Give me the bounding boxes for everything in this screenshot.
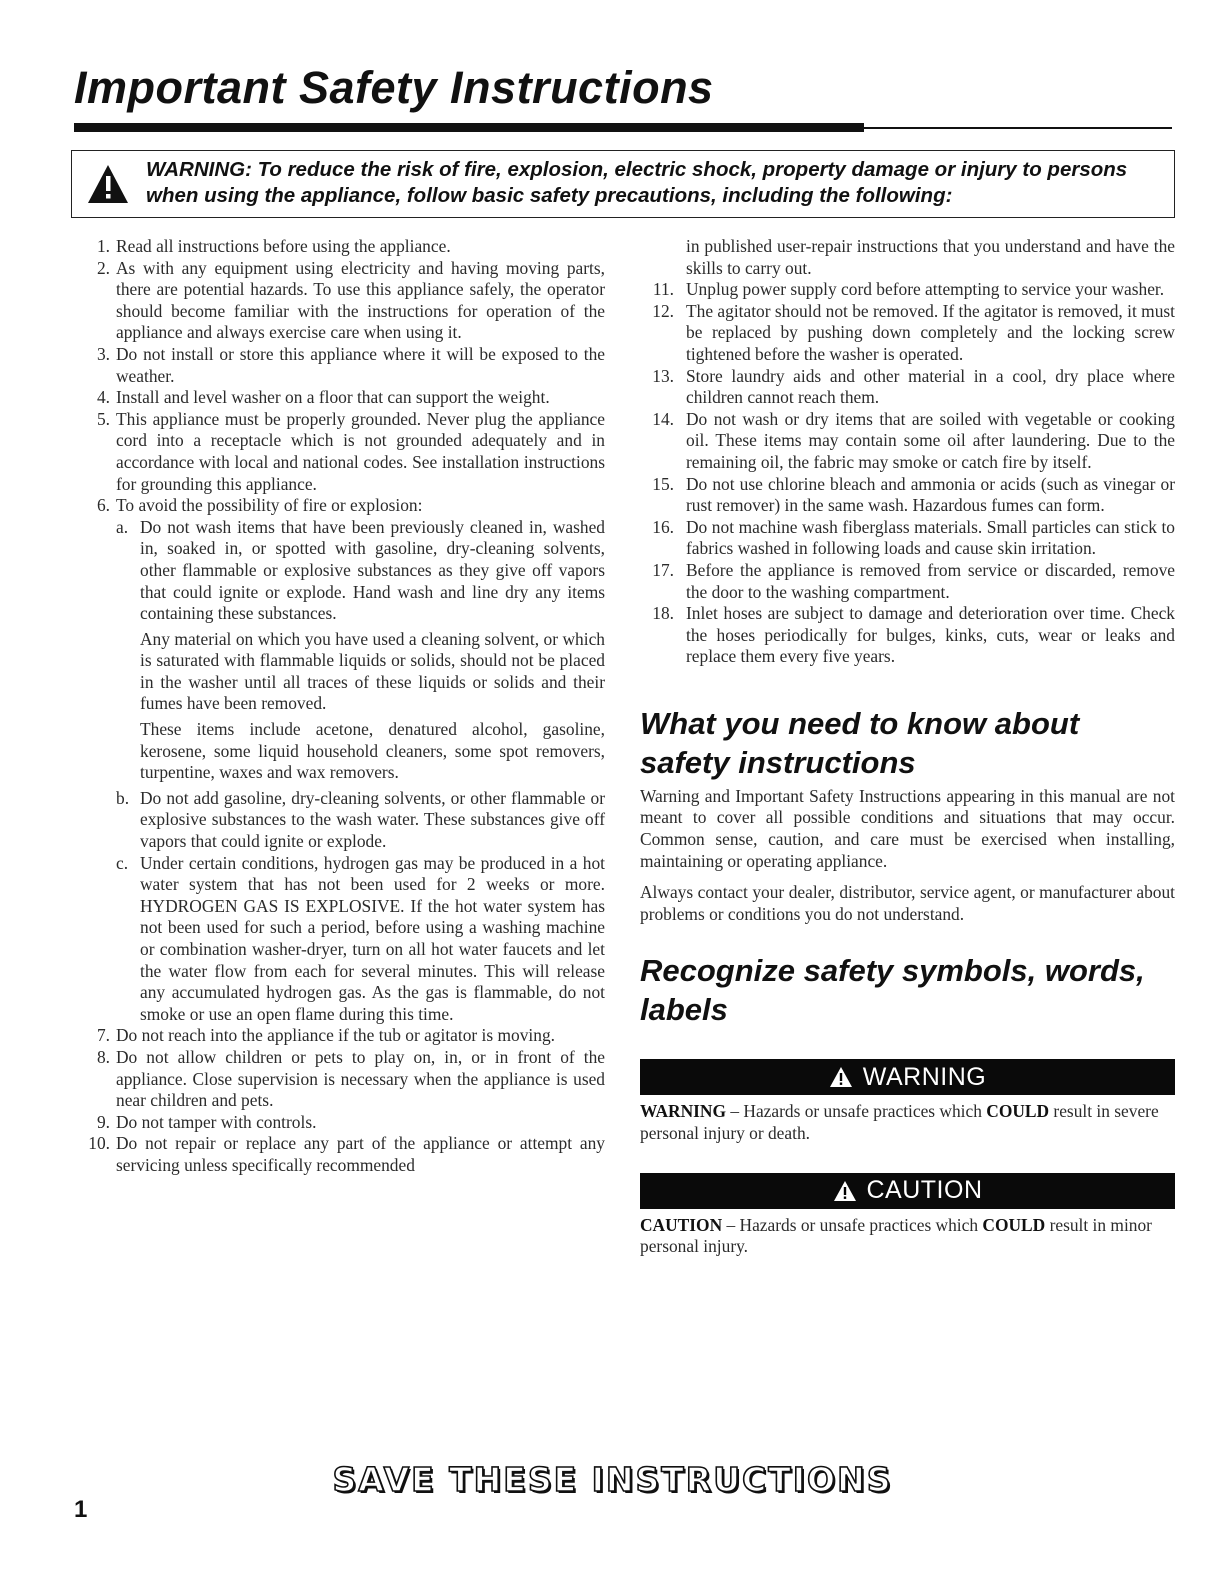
list-item (80, 409, 605, 495)
section-paragraph: Always contact your dealer, distributor, service agent, or manufacturer about problems or conditions you do not understand. (640, 882, 1175, 924)
item-number: 18. (652, 603, 674, 624)
sub-item-label: a. (116, 516, 129, 537)
list-item (80, 1133, 605, 1176)
emphasis-word: COULD (986, 1101, 1050, 1122)
section-paragraph: Warning and Important Safety Instructions appearing in this manual are not meant to cover all possible conditions and situations that may occur. Common sense, caution, and care must be exercised when installing, maintaining or operating appliance. (640, 785, 1175, 871)
item-text: Store laundry aids and other material in a cool, dry place where children cannot reach them. (686, 365, 1175, 408)
item-text: Do not tamper with controls. (116, 1111, 317, 1132)
sub-item-label: b. (116, 787, 130, 808)
caution-triangle-icon (833, 1180, 857, 1202)
item-number: 3. (96, 343, 110, 364)
caution-label (640, 1173, 1175, 1209)
list-item (640, 279, 1175, 301)
definition-text: result in severe personal injury or death. (640, 1101, 1159, 1144)
item-number: 9. (96, 1111, 110, 1132)
definition-text: – Hazards or unsafe practices which (726, 1101, 987, 1122)
left-column (80, 236, 605, 1177)
title-rule (74, 123, 864, 132)
list-item (80, 258, 605, 344)
item-text: Do not reach into the appliance if the tub or agitator is moving. (116, 1025, 555, 1046)
list-item (80, 387, 605, 409)
section-heading: What you need to know about safety instructions (640, 705, 1080, 780)
caution-label-text: CAUTION (866, 1175, 983, 1204)
warning-label-text: WARNING (862, 1062, 987, 1091)
item-text: Read all instructions before using the appliance. (116, 236, 451, 256)
list-item-continuation: in published user-repair instructions that you understand and have the skills to carry out. (686, 236, 1175, 278)
list-item (80, 1025, 605, 1047)
warning-definition (640, 1101, 1175, 1144)
item-text: Install and level washer on a floor that can support the weight. (116, 387, 550, 408)
caution-definition (640, 1215, 1175, 1258)
sub-item-c (80, 853, 605, 1026)
list-item (80, 1112, 605, 1134)
sub-item-text: Do not wash items that have been previously cleaned in, washed in, soaked in, or spotted with gasoline, dry-cleaning solvents, other flammable or explosive substances as they give off vapors that could ignite or explode. Hand wash and line dry any items containing these substances. (140, 516, 605, 624)
item-number: 2. (96, 257, 110, 278)
item-number: 17. (652, 559, 674, 580)
page-title: Important Safety Instructions (74, 62, 714, 113)
item-number: 1. (96, 236, 110, 256)
list-item (640, 409, 1175, 474)
sub-item-b (80, 788, 605, 853)
list-item (640, 301, 1175, 366)
caution-term: CAUTION (640, 1214, 723, 1235)
list-item (640, 366, 1175, 409)
item-number: 11. (652, 279, 674, 300)
item-text: Do not use chlorine bleach and ammonia or acids (such as vinegar or rust remover) in the same wash. Hazardous fumes can form. (686, 473, 1175, 516)
warning-triangle-icon (86, 163, 130, 205)
item-text: Do not allow children or pets to play on, in, or in front of the appliance. Close supervision is necessary when the appliance is used near children and pets. (116, 1046, 605, 1111)
sub-item-a-paragraph: Any material on which you have used a cleaning solvent, or which is saturated with flammable liquids or solids, should not be placed in the washer until all traces of these liquids or solids and their fumes have been removed. (140, 628, 605, 714)
item-text: As with any equipment using electricity and having moving parts, there are potential hazards. To use this appliance safely, the operator should become familiar with the instructions for operation of the appliance and always exercise care when using it. (116, 257, 605, 343)
sub-item-label: c. (116, 852, 129, 873)
item-text: The agitator should not be removed. If the agitator is removed, it must be replaced by pushing down completely and the locking screw tightened before the washer is operated. (686, 300, 1175, 364)
page-number: 1 (74, 1496, 88, 1523)
sub-item-a-paragraph: These items include acetone, denatured alcohol, gasoline, kerosene, some liquid household cleaners, some spot removers, turpentine, waxes and wax removers. (140, 719, 605, 783)
definition-text: result in minor personal injury. (640, 1214, 1152, 1257)
item-text: Do not install or store this appliance where it will be exposed to the weather. (116, 343, 605, 386)
section-heading: Recognize safety symbols, words, labels (640, 953, 1145, 1028)
warning-label (640, 1059, 1175, 1095)
right-column (640, 236, 1175, 1258)
item-number: 14. (652, 408, 674, 429)
sub-item-text: Do not add gasoline, dry-cleaning solvents, or other flammable or explosive substances to the wash water. These substances give off vapors that could ignite or explode. (140, 787, 605, 852)
item-number: 16. (652, 516, 674, 537)
warning-text: WARNING: To reduce the risk of fire, explosion, electric shock, property damage or injury to persons when using the appliance, follow basic safety precautions, including the following: (146, 158, 1128, 207)
warning-term: WARNING (640, 1101, 726, 1122)
list-item (80, 236, 605, 258)
list-item (80, 495, 605, 517)
list-item (640, 474, 1175, 517)
item-number: 4. (96, 387, 110, 408)
item-text: Unplug power supply cord before attempting to service your washer. (686, 279, 1165, 300)
item-number: 6. (96, 495, 110, 516)
definition-text: – Hazards or unsafe practices which (722, 1214, 983, 1235)
sub-item-text: Under certain conditions, hydrogen gas may be produced in a hot water system that has not been used for 2 weeks or more. HYDROGEN GAS IS EXPLOSIVE. If the hot water system has not been used for such a period, before using a washing machine or combination washer-dryer, turn on all hot water faucets and let the water flow from each for several minutes. This will release any accumulated hydrogen gas. As the gas is flammable, do not smoke or use an open flame during this time. (140, 852, 605, 1024)
sub-item-a (80, 517, 605, 625)
item-number: 8. (96, 1046, 110, 1067)
item-text: Do not repair or replace any part of the appliance or attempt any servicing unless specifically recommended (116, 1133, 605, 1175)
warning-triangle-icon (829, 1066, 853, 1088)
save-instructions-banner: SAVE THESE INSTRUCTIONS (332, 1460, 893, 1499)
warning-box (71, 150, 1175, 218)
list-item (640, 603, 1175, 668)
item-text: Inlet hoses are subject to damage and deterioration over time. Check the hoses periodically for bulges, kinks, cuts, wear or leaks and replace them every five years. (686, 603, 1175, 667)
item-number: 12. (652, 300, 674, 321)
list-item (80, 344, 605, 387)
item-number: 5. (96, 408, 110, 429)
list-item (640, 517, 1175, 560)
list-item (640, 560, 1175, 603)
item-text: Do not machine wash fiberglass materials. Small particles can stick to fabrics washed in following loads and cause skin irritation. (686, 516, 1175, 559)
item-text: This appliance must be properly grounded. Never plug the appliance cord into a receptacle which is not grounded adequately and in accordance with local and national codes. See installation instructions for grounding this appliance. (116, 408, 605, 494)
item-text: Do not wash or dry items that are soiled with vegetable or cooking oil. These items may contain some oil after laundering. Due to the remaining oil, the fabric may smoke or catch fire by itself. (686, 408, 1175, 472)
item-number: 15. (652, 473, 674, 494)
item-number: 10. (88, 1133, 110, 1154)
emphasis-word: COULD (982, 1214, 1046, 1235)
title-rule-thin (864, 127, 1172, 129)
item-number: 13. (652, 365, 674, 386)
item-text: To avoid the possibility of fire or explosion: (116, 495, 423, 516)
item-number: 7. (96, 1025, 110, 1046)
item-text: Before the appliance is removed from service or discarded, remove the door to the washing compartment. (686, 559, 1175, 602)
list-item (80, 1047, 605, 1112)
